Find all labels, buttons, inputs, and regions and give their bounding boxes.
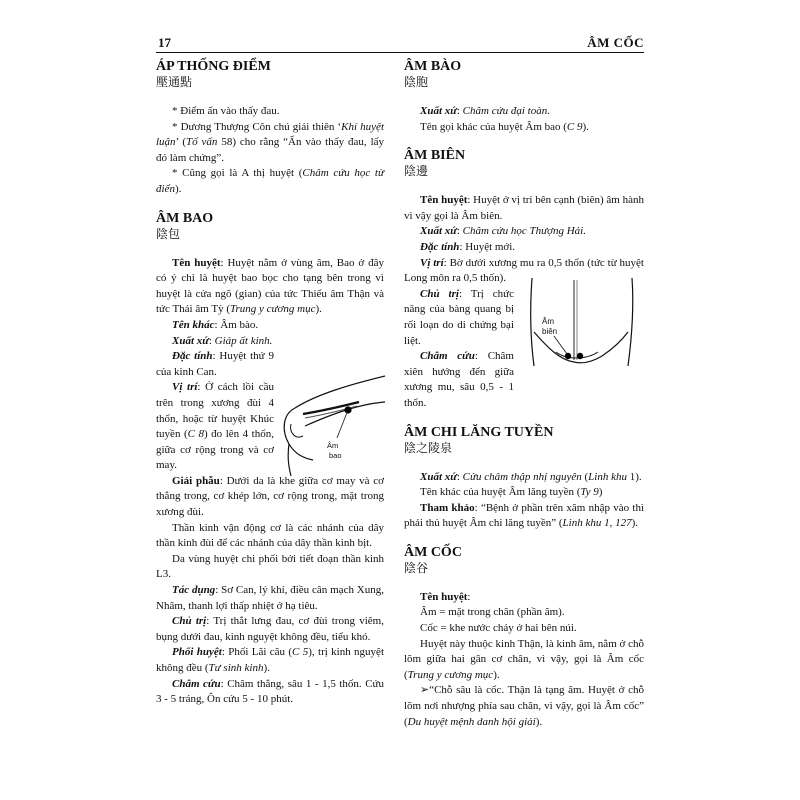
entry-title-am-coc: ÂM CỐC [404,544,462,560]
figure-label-am-bien-2: biên [542,327,558,336]
am-bao-xuat-xu: Xuất xứ: Giáp ất kinh. [172,334,273,347]
entry-title-am-bao: ÂM BAO [156,210,214,226]
am-bao-than-kinh-1: Thần kinh vận động cơ là các nhánh của dây thần kinh đùi để các nhánh của dây thần kinh bịt. [156,521,384,550]
am-bien-point-left [565,353,571,359]
am-bao-2-p1: Tên gọi khác của huyệt Âm bao (C 9). [420,120,589,133]
am-bien-pointer-line [554,336,567,354]
right-column [404,56,644,730]
entry-han-ap-thong-diem: 壓通點 [156,75,193,89]
am-bien-dac-tinh: Đặc tính: Huyệt mới. [420,240,516,253]
entry-han-am-chi-lang-tuyen: 陰之陵泉 [404,440,453,455]
entry-title-am-bao-2: ÂM BÀO [404,59,462,74]
am-bao-phoi-huyet: Phối huyệt: Phối Lãi câu (C 5), trị kinh nguyệt không đều (Tư sinh kinh). [156,646,384,674]
shin-outline [288,444,291,476]
am-bao-pointer-line [337,410,348,438]
am-bien-ten-huyet: Tên huyệt: Huyệt ở vị trí bên cạnh (biên) âm hành vì vậy gọi là Âm biên. [404,194,644,222]
am-bao-ten-khac: Tên khác: Âm bào. [172,318,259,331]
running-title: ÂM CỐC [587,35,644,50]
am-bao-chu-tri: Chủ trị: Trị thắt lưng đau, cơ đùi trong viêm, bụng dưới đau, kinh nguyệt không đều, tiểu khó. [156,615,384,643]
am-bien-cham-cuu: Châm cứu: Châm xiên hướng đến giữa xương mu, sâu 0,5 - 1 thốn. [404,350,514,409]
am-bao-than-kinh-2: Da vùng huyệt chi phối bởi tiết đoạn thần kinh L3. [156,552,384,581]
am-coc-line1: Âm = mặt trong chân (phần âm). [420,606,565,619]
am-bao-dac-tinh: Đặc tính: Huyệt thứ 9 của kinh Can. [156,350,274,378]
entry-han-am-bao: 陰包 [156,226,181,241]
am-coc-p1: Huyệt này thuộc kinh Thận, là kinh âm, nằm ở chỗ lõm giữa hai gân cơ chân, vì vậy, gọi là Âm cốc (Trung y cương mục). [404,637,644,681]
am-bien-xuat-xu: Xuất xứ: Châm cứu học Thượng Hải. [420,225,586,238]
entry-han-am-bien: 陰邊 [404,164,429,179]
figure-label-am-bien-1: Âm [542,317,554,326]
am-coc-p2: ➢“Chỗ sâu là cốc. Thận là tạng âm. Huyệt ở chỗ lõm nơi nhượng phía sau chân, vì vậy, gọi là Âm cốc” (Du huyệt mệnh danh hội giải). [404,684,644,728]
entry-han-am-bao-2: 陰胞 [404,75,429,89]
figure-label-am-2: bao [329,451,342,460]
hip-left-outline [531,278,534,366]
patella-outline [291,424,303,437]
am-chi-lang-tuyen-p1: Tên khác của huyệt Âm lăng tuyền (Ty 9) [420,486,603,499]
page-number: 17 [158,35,171,50]
am-coc-ten-huyet: Tên huyệt: [420,590,471,603]
knee-figure [277,374,387,476]
ap-thong-diem-p1: * Điểm ấn vào thấy đau. [172,105,280,117]
am-bao-ten-huyet: Tên huyệt: Huyệt nằm ở vùng âm, Bao ở đây có ý chỉ là huyệt bao bọc cho tạng bên trong vì huyệt là cửa ngõ (gian) của tức Thiếu âm Thận và tức Thái âm Tỳ (Trung y cương mục). [156,256,384,316]
am-bien-vi-tri: Vị trí: Bờ dưới xương mu ra 0,5 thốn (tức từ huyệt Long môn ra 0,5 thốn). [404,256,644,285]
am-bao-tac-dung: Tác dụng: Sơ Can, lý khí, điều cân mạch Xung, Nhâm, thanh lợi thấp nhiệt ở hạ tiêu. [156,584,384,612]
figure-label-am-1: Âm [327,441,339,450]
am-chi-lang-tuyen-xuat-xu: Xuất xứ: Cửu châm thập nhị nguyên (Linh khu 1). [420,470,642,483]
entry-title-am-bien: ÂM BIÊN [404,148,466,164]
am-coc-line2: Cốc = khe nước chảy ở hai bên núi. [420,622,577,635]
am-bao-2-xuat-xu: Xuất xứ: Châm cứu đại toàn. [420,105,550,117]
am-bien-point-right [577,353,583,359]
am-bao-vi-tri: Vị trí: Ở cách lồi cầu trên trong xương đùi 4 thốn, hoặc từ huyệt Khúc tuyền (C 8) đo lên 4 thốn, giữa cơ rộng trong và cơ may. [156,381,274,472]
pelvis-figure [520,276,644,380]
entry-title-am-chi-lang-tuyen: ÂM CHI LĂNG TUYỀN [404,424,554,440]
hip-right-outline [628,278,633,366]
am-bien-chu-tri: Chủ trị: Trị chức năng của bàng quang bị rối loạn do di chứng bại liệt. [404,287,515,347]
am-bao-giai-phau: Giải phẫu: Dưới da là khe giữa cơ may và cơ thẳng trong, cơ khép lớn, cơ rộng trong, mặt trong xương đùi. [156,474,384,519]
am-bao-cham-cuu: Châm cứu: Châm thẳng, sâu 1 - 1,5 thốn. Cứu 3 - 5 tráng, Ôn cứu 5 - 10 phút. [156,677,384,706]
ap-thong-diem-p3: * Cũng gọi là A thị huyệt (Châm cứu học từ điển). [156,167,384,195]
entry-han-am-coc: 陰谷 [404,560,429,575]
header-rule [156,52,644,53]
am-chi-lang-tuyen-tham-khao: Tham khảo: “Bệnh ở phần trên xâm nhập vào thì phải thủ huyệt Âm chi lăng tuyền” (Linh khu 1, 127). [404,501,644,530]
entry-title-ap-thong-diem: ÁP THỐNG ĐIỂM [156,59,271,74]
ap-thong-diem-p2: * Dương Thượng Côn chú giải thiên ‘Khí huyệt luận’ (Tố vấn 58) cho rằng “Ấn vào thấy đau, lấy đó làm chứng”. [156,120,385,164]
